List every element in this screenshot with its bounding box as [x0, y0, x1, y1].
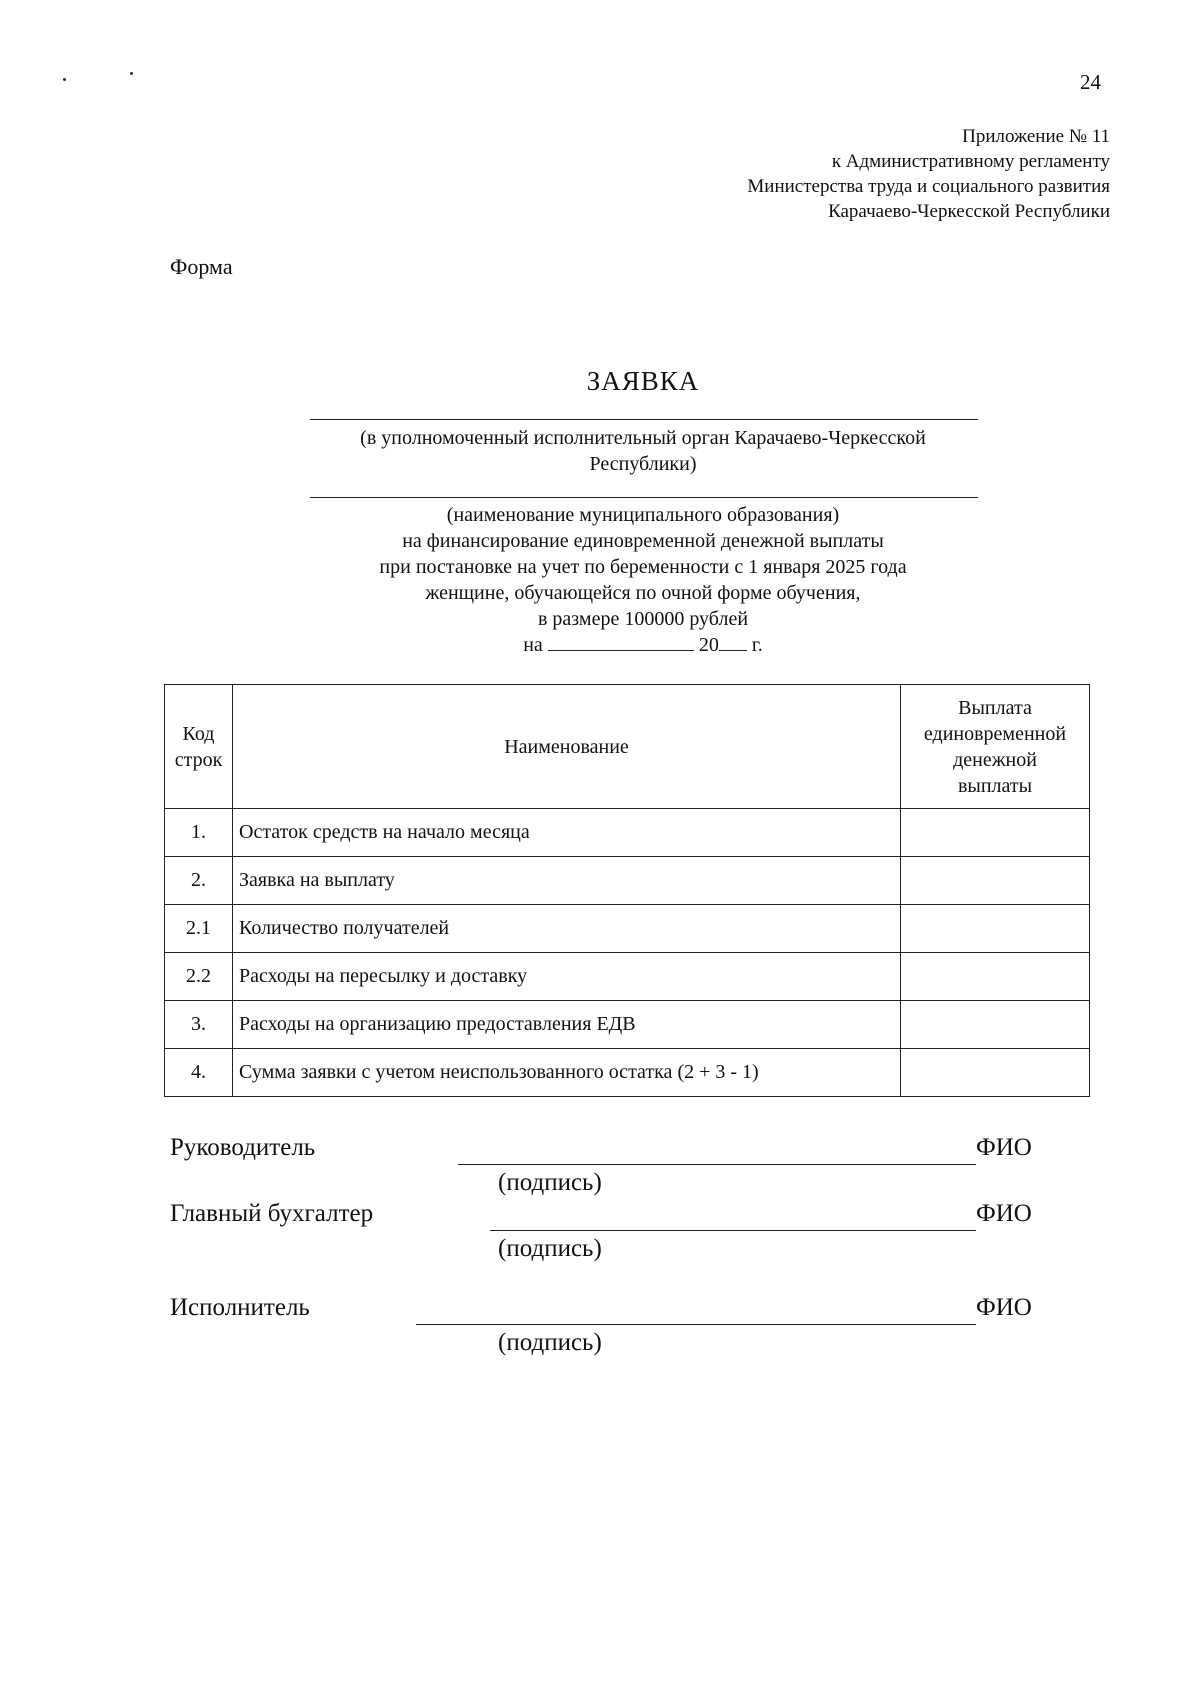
row-value-cell[interactable]: [901, 1049, 1090, 1097]
appendix-line: Карачаево-Черкесской Республики: [828, 201, 1110, 222]
signature-hint-head: (подпись): [498, 1169, 602, 1196]
payment-header-line: выплаты: [957, 774, 1033, 797]
municipality-line: [310, 497, 978, 498]
description-line: женщине, обучающейся по очной форме обучения,: [425, 582, 861, 604]
description-line: в размере 100000 рублей: [537, 608, 749, 630]
recipient-line1: (в уполномоченный исполнительный орган Карачаево-Черкесской: [360, 427, 926, 449]
scan-speck: [130, 72, 133, 75]
appendix-line: к Административному регламенту: [831, 151, 1110, 172]
date-prefix: на: [523, 634, 543, 656]
row-code: 2.: [165, 857, 233, 905]
description-line: при постановке на учет по беременности с 1 января 2025 года: [379, 556, 907, 578]
code-header-line: строк: [174, 748, 223, 771]
appendix-line: Приложение № 11: [962, 126, 1110, 147]
row-value-cell[interactable]: [901, 1001, 1090, 1049]
signature-role-executor: Исполнитель: [170, 1294, 310, 1321]
payment-header: [901, 685, 1090, 809]
name-header: Наименование: [233, 685, 901, 809]
document-title: ЗАЯВКА: [586, 366, 700, 396]
row-code: 2.1: [165, 905, 233, 953]
page-number: 24: [1080, 70, 1101, 94]
row-code: 4.: [165, 1049, 233, 1097]
date-suffix: г.: [751, 634, 763, 656]
row-code: 2.2: [165, 953, 233, 1001]
scan-speck: [63, 78, 66, 81]
recipient-line2: Республики): [589, 453, 697, 475]
code-header-line: Код: [182, 722, 215, 745]
signature-role-accountant: Главный бухгалтер: [170, 1200, 374, 1227]
signature-hint-accountant: (подпись): [498, 1235, 602, 1262]
table-row: [165, 905, 1090, 953]
row-name: Заявка на выплату: [233, 857, 901, 905]
row-code: 1.: [165, 809, 233, 857]
row-name: Расходы на организацию предоставления ЕДВ: [233, 1001, 901, 1049]
row-value-cell[interactable]: [901, 953, 1090, 1001]
row-value-cell[interactable]: [901, 857, 1090, 905]
code-header: [165, 685, 233, 809]
date-year: 20: [698, 634, 719, 656]
date-line: [300, 632, 986, 658]
date-blank[interactable]: [548, 632, 694, 651]
row-name: Остаток средств на начало месяца: [233, 809, 901, 857]
signature-line-head[interactable]: [458, 1164, 976, 1165]
row-code: 3.: [165, 1001, 233, 1049]
signature-line-accountant[interactable]: [490, 1230, 976, 1231]
year-blank[interactable]: [719, 632, 747, 651]
row-value-cell[interactable]: [901, 905, 1090, 953]
table-header-row: [165, 685, 1090, 809]
appendix-line: Министерства труда и социального развития: [747, 176, 1110, 197]
row-name: Количество получателей: [233, 905, 901, 953]
table-row: [165, 857, 1090, 905]
appendix-header: [747, 124, 1110, 224]
form-label: Форма: [170, 254, 233, 279]
table-row: [165, 1001, 1090, 1049]
signature-fio-head: ФИО: [976, 1134, 1032, 1161]
table-row: [165, 953, 1090, 1001]
payment-header-line: денежной: [953, 748, 1037, 771]
signature-fio-executor: ФИО: [976, 1294, 1032, 1321]
payment-header-line: единовременной: [923, 722, 1067, 745]
recipient-caption: [300, 425, 986, 477]
table-row: [165, 809, 1090, 857]
description-line: на финансирование единовременной денежной выплаты: [402, 530, 884, 552]
recipient-line: [310, 419, 978, 420]
payment-header-line: Выплата: [958, 696, 1032, 719]
signature-line-executor[interactable]: [416, 1324, 976, 1325]
signature-role-head: Руководитель: [170, 1134, 316, 1161]
request-table: [164, 684, 1090, 1097]
signature-hint-executor: (подпись): [498, 1329, 602, 1356]
row-name: Сумма заявки с учетом неиспользованного остатка (2 + 3 - 1): [233, 1049, 901, 1097]
signature-fio-accountant: ФИО: [976, 1200, 1032, 1227]
municipality-caption: (наименование муниципального образования): [446, 504, 840, 526]
row-value-cell[interactable]: [901, 809, 1090, 857]
request-description: [300, 502, 986, 658]
row-name: Расходы на пересылку и доставку: [233, 953, 901, 1001]
table-row: [165, 1049, 1090, 1097]
